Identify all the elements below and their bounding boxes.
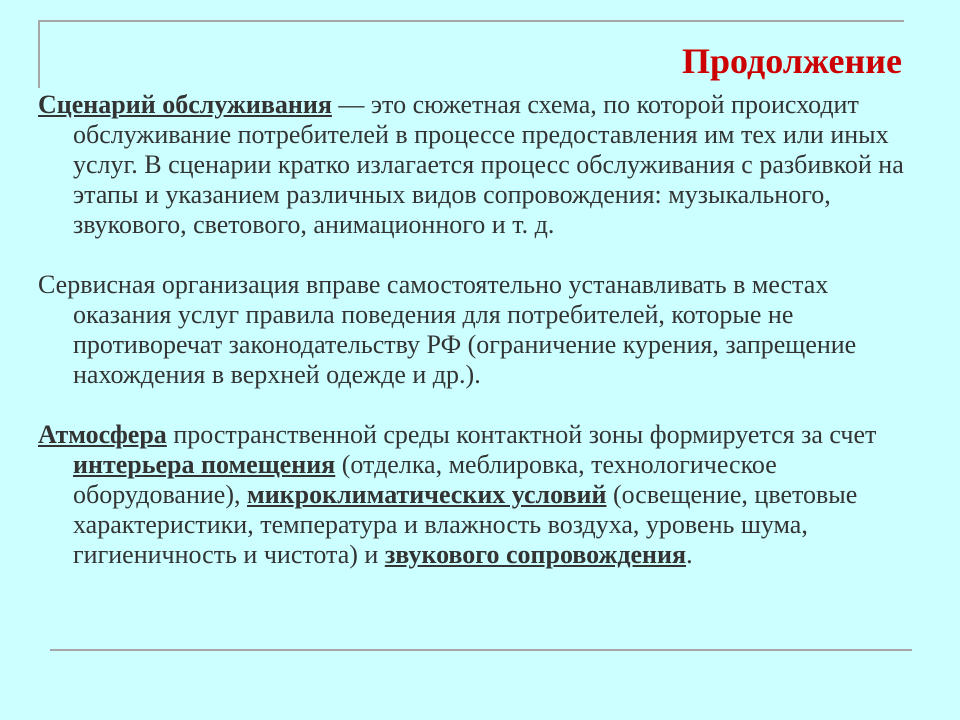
paragraph-text: (освещение, цветовые характеристики, температура и влажность воздуха, уровень шума, гигиеничность и чистота) и [73, 480, 858, 569]
paragraph-text: . [686, 540, 693, 569]
paragraph-text: (отделка, меблировка, технологическое оборудование), [73, 450, 777, 509]
frame-bottom-line [50, 649, 912, 651]
paragraph-text: пространственной среды контактной зоны формируется за счет [166, 420, 877, 449]
term-service-scenario: Сценарий обслуживания [38, 90, 332, 119]
slide-title: Продолжение [682, 41, 902, 81]
term-sound: звукового сопровождения [384, 540, 687, 569]
term-interior: интерьера помещения [73, 450, 336, 479]
paragraph-service-scenario [38, 90, 928, 240]
paragraph-atmosphere [38, 420, 928, 570]
paragraph-text: Сервисная организация вправе самостоятельно устанавливать в местах оказания услуг правила поведения для потребителей, которые не противоречат законодательству РФ (ограничение курения, запрещение нахождения в верхней одежде и др.). [38, 270, 857, 389]
slide-body [38, 90, 928, 600]
term-microclimate: микроклиматических условий [246, 480, 607, 509]
frame-left-line [38, 20, 40, 88]
term-atmosphere: Атмосфера [38, 420, 167, 449]
frame-top-line [38, 20, 904, 22]
paragraph-text: — это сюжетная схема, по которой происходит обслуживание потребителей в процессе предоставления им тех или иных услуг. В сценарии кратко излагается процесс обслуживания с разбивкой на этапы и указанием различных видов сопровождения: музыкального, звукового, светового, анимационного и т. д. [73, 90, 904, 239]
paragraph-service-rules [38, 270, 928, 390]
